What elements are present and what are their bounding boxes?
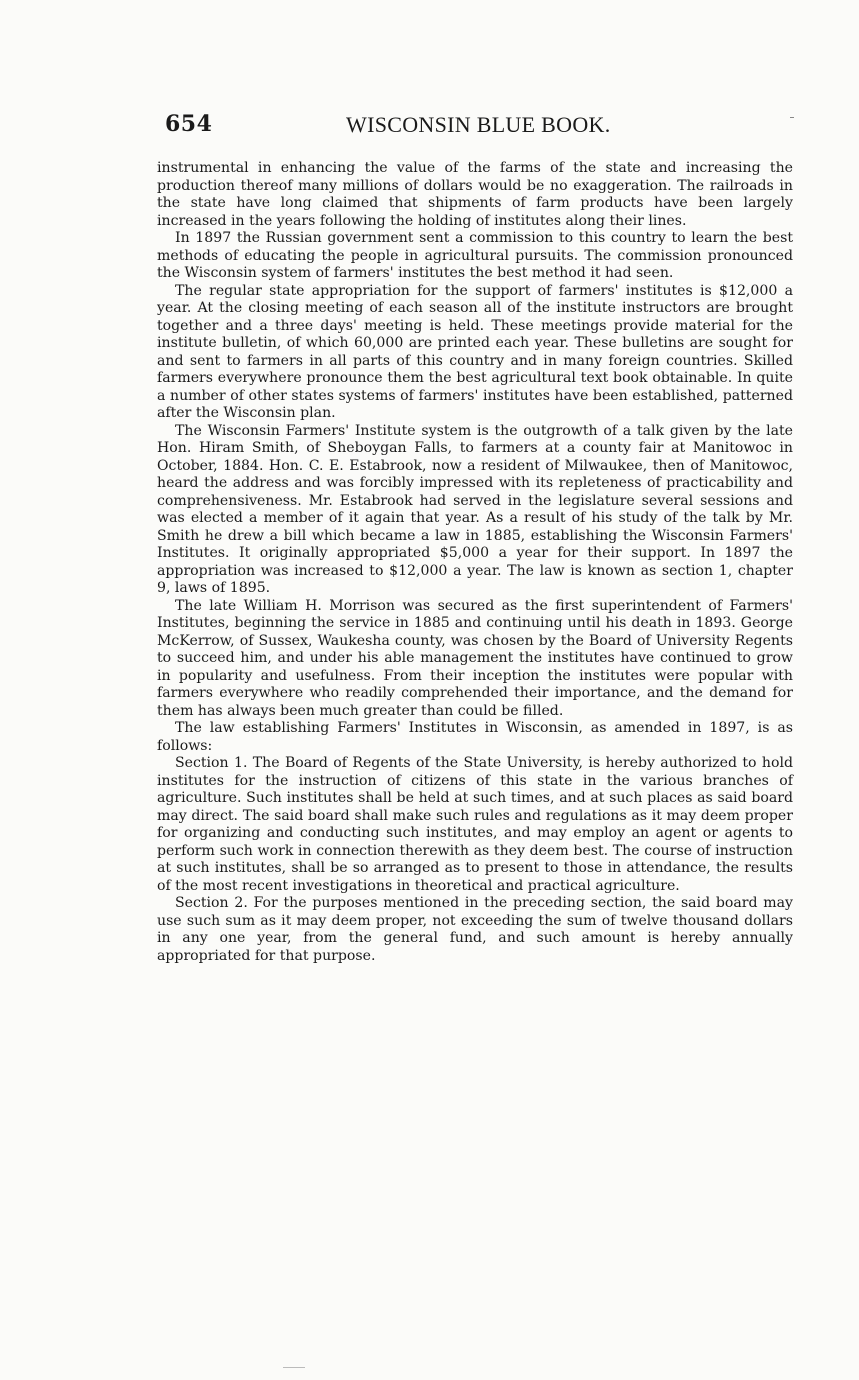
page-number: 654 [165, 111, 213, 137]
paragraph-section-1: Section 1. The Board of Regents of the State University, is hereby authorized to hold institutes for the instruction of citizens of this state in the various branches of agriculture. Such institutes shall be held at such times, and at such places as said board may direct. The said board shall make such rules and regulations as it may deem proper for organizing and conducting such institutes, and may employ an agent or agents to perform such work in connection therewith as they deem best. The course of instruction at such institutes, shall be so arranged as to present to those in attendance, the results of the most recent investigations in theoretical and practical agriculture. [157, 755, 793, 894]
paragraph-appropriation: The regular state appropriation for the support of farmers' institutes is $12,000 a year. At the closing meeting of each season all of the institute instructors are brought together and a three days' meeting is held. These meetings provide material for the institute bulletin, of which 60,000 are printed each year. These bulletins are sought for and sent to farmers in all parts of this country and in many foreign countries. Skilled farmers everywhere pronounce them the best agricultural text book obtainable. In quite a number of other states systems of farmers' institutes have been established, patterned after the Wisconsin plan. [157, 282, 793, 421]
paragraph-section-2: Section 2. For the purposes mentioned in the preceding section, the said board may use such sum as it may deem proper, not exceeding the sum of twelve thousand dollars in any one year, from the general fund, and such amount is hereby annually appropriated for that purpose. [157, 895, 793, 964]
paragraph-origin: The Wisconsin Farmers' Institute system is the outgrowth of a talk given by the late Hon. Hiram Smith, of Sheboygan Falls, to farmers at a county fair at Manitowoc in October, 1884. Hon. C. E. Estabrook, now a resident of Milwaukee, then of Manitowoc, heard the address and was forcibly impressed with its repleteness of practicability and comprehensiveness. Mr. Estabrook had served in the legislature several sessions and was elected a member of it again that year. As a result of his study of the talk by Mr. Smith he drew a bill which became a law in 1885, establishing the Wisconsin Farmers' Institutes. It originally appropriated $5,000 a year for their support. In 1897 the appropriation was increased to $12,000 a year. The law is known as section 1, chapter 9, laws of 1895. [157, 422, 793, 596]
running-title: WISCONSIN BLUE BOOK. [346, 112, 611, 137]
paragraph-superintendents: The late William H. Morrison was secured as the first superintendent of Farmers' Institutes, beginning the service in 1885 and continuing until his death in 1893. George McKerrow, of Sussex, Waukesha county, was chosen by the Board of University Regents to succeed him, and under his able management the institutes have continued to grow in popularity and usefulness. From their inception the institutes were popular with farmers everywhere who readily comprehended their importance, and the demand for them has always been much greater than could be filled. [157, 597, 793, 719]
scan-speck [790, 117, 794, 118]
paragraph-russian-commission: In 1897 the Russian government sent a commission to this country to learn the best methods of educating the people in agricultural pursuits. The commission pronounced the Wisconsin system of farmers' institutes the best method it had seen. [157, 230, 793, 281]
scan-speck [283, 1367, 305, 1368]
paragraph-law-intro: The law establishing Farmers' Institutes in Wisconsin, as amended in 1897, is as follows: [157, 720, 793, 754]
body-text [157, 160, 793, 965]
paragraph-continuation: instrumental in enhancing the value of the farms of the state and increasing the production thereof many millions of dollars would be no exaggeration. The railroads in the state have long claimed that shipments of farm products have been largely increased in the years following the holding of institutes along their lines. [157, 160, 793, 229]
